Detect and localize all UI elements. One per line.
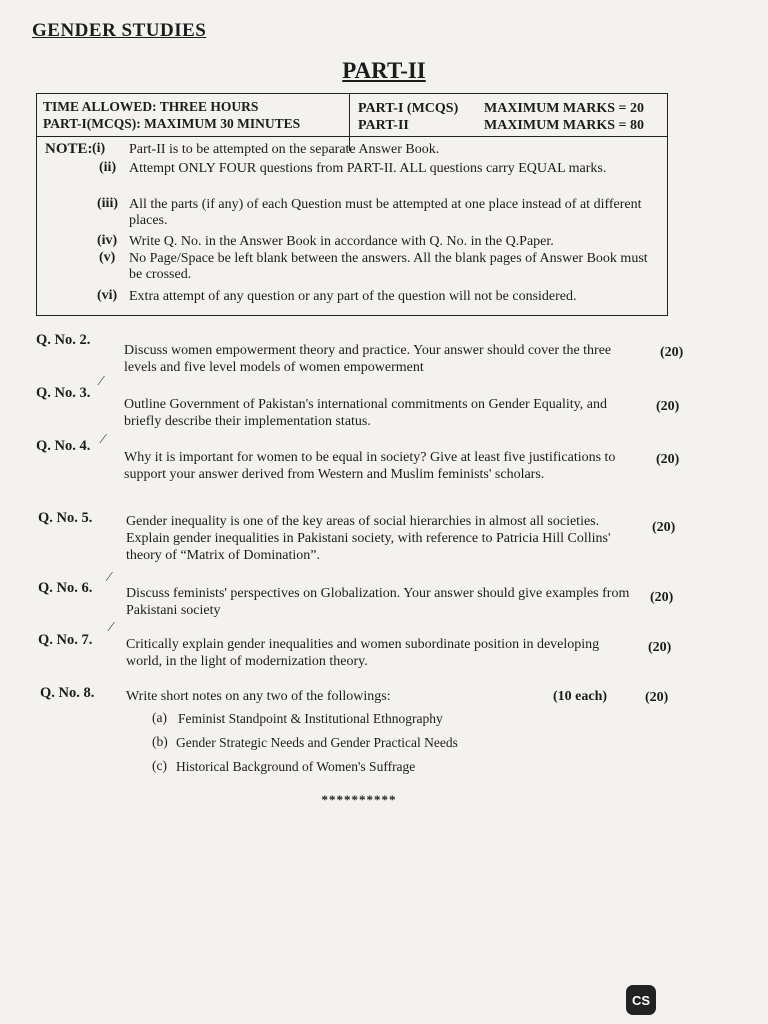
time-allowed-text: TIME ALLOWED: THREE HOURS <box>43 99 259 114</box>
question-number: Q. No. 8. <box>40 685 95 701</box>
mcq-time-text: PART-I(MCQS): MAXIMUM 30 MINUTES <box>43 116 301 131</box>
note-num: (ii) <box>99 160 117 175</box>
note-text: Part-II is to be attempted on the separate Answer Book. <box>129 142 440 157</box>
question-marks: (20) <box>652 520 676 535</box>
note-text: Attempt ONLY FOUR questions from PART-II. ALL questions carry EQUAL marks. <box>129 161 607 176</box>
part2-label: PART-II <box>358 118 409 133</box>
part1-label: PART-I (MCQS) <box>358 101 459 116</box>
question-text: Critically explain gender inequalities and women subordinate position in developing world, in the light of modernization theory. <box>126 637 600 669</box>
question-number: Q. No. 3. <box>36 385 91 401</box>
question-text: Discuss feminists' perspectives on Globalization. Your answer should give examples from Pakistani society <box>126 586 630 618</box>
subpart-text: Feminist Standpoint & Institutional Ethnography <box>178 711 443 726</box>
check-mark-icon: ⁄ <box>110 620 113 635</box>
question-marks: (20) <box>656 452 680 467</box>
question-marks: (20) <box>656 399 680 414</box>
question-number: Q. No. 4. <box>36 438 91 454</box>
subpart-label: (b) <box>152 734 168 749</box>
part1-marks: MAXIMUM MARKS = 20 <box>484 101 645 116</box>
note-text: Extra attempt of any question or any part of the question will not be considered. <box>129 289 577 304</box>
question-number: Q. No. 2. <box>36 332 91 348</box>
notes-divider <box>36 315 668 316</box>
check-mark-icon: ⁄ <box>108 570 111 585</box>
check-mark-icon: ⁄ <box>100 374 103 389</box>
note-num: (i) <box>92 141 106 156</box>
note-text: All the parts (if any) of each Question must be attempted at one place instead of at different places. <box>129 197 642 228</box>
each-marks: (10 each) <box>553 689 608 704</box>
question-number: Q. No. 7. <box>38 632 93 648</box>
subject-heading: GENDER STUDIES <box>32 20 207 41</box>
note-num: (v) <box>99 250 116 265</box>
camscanner-logo: CS <box>626 985 656 1015</box>
question-marks: (20) <box>645 690 669 705</box>
subpart-text: Historical Background of Women's Suffrage <box>176 759 416 774</box>
question-text: Why it is important for women to be equal in society? Give at least five justifications to support your answer derived from Western and Muslim feminists' scholars. <box>124 450 616 482</box>
notes-box <box>36 136 668 316</box>
note-num: (vi) <box>97 288 118 303</box>
question-marks: (20) <box>648 640 672 655</box>
note-text: Write Q. No. in the Answer Book in accordance with Q. No. in the Q.Paper. <box>129 234 554 249</box>
subpart-label: (c) <box>152 758 167 773</box>
note-num: (iv) <box>97 233 118 248</box>
question-number: Q. No. 5. <box>38 510 93 526</box>
question-text: Outline Government of Pakistan's international commitments on Gender Equality, and briefly describe their implementation status. <box>124 397 607 429</box>
note-num: (iii) <box>97 196 118 211</box>
question-text: Discuss women empowerment theory and practice. Your answer should cover the three levels and five level models of women empowerment <box>124 343 612 375</box>
question-marks: (20) <box>650 590 674 605</box>
question-number: Q. No. 6. <box>38 580 93 596</box>
note-label: NOTE: <box>45 141 93 157</box>
part-title: PART-II <box>342 58 426 83</box>
question-text: Gender inequality is one of the key areas of social hierarchies in almost all societies. Explain gender inequalities in Pakistani society, with reference to Patricia Hill Collins' theory of “Matrix of Domination”. <box>126 514 611 563</box>
check-mark-icon: ⁄ <box>102 432 105 447</box>
end-marker: ********** <box>321 792 397 807</box>
part2-marks: MAXIMUM MARKS = 80 <box>484 118 645 133</box>
question-marks: (20) <box>660 345 684 360</box>
question-text: Write short notes on any two of the followings: <box>126 689 391 704</box>
subpart-text: Gender Strategic Needs and Gender Practical Needs <box>176 735 458 750</box>
subpart-label: (a) <box>152 710 167 725</box>
note-text: No Page/Space be left blank between the answers. All the blank pages of Answer Book must be crossed. <box>129 251 648 282</box>
